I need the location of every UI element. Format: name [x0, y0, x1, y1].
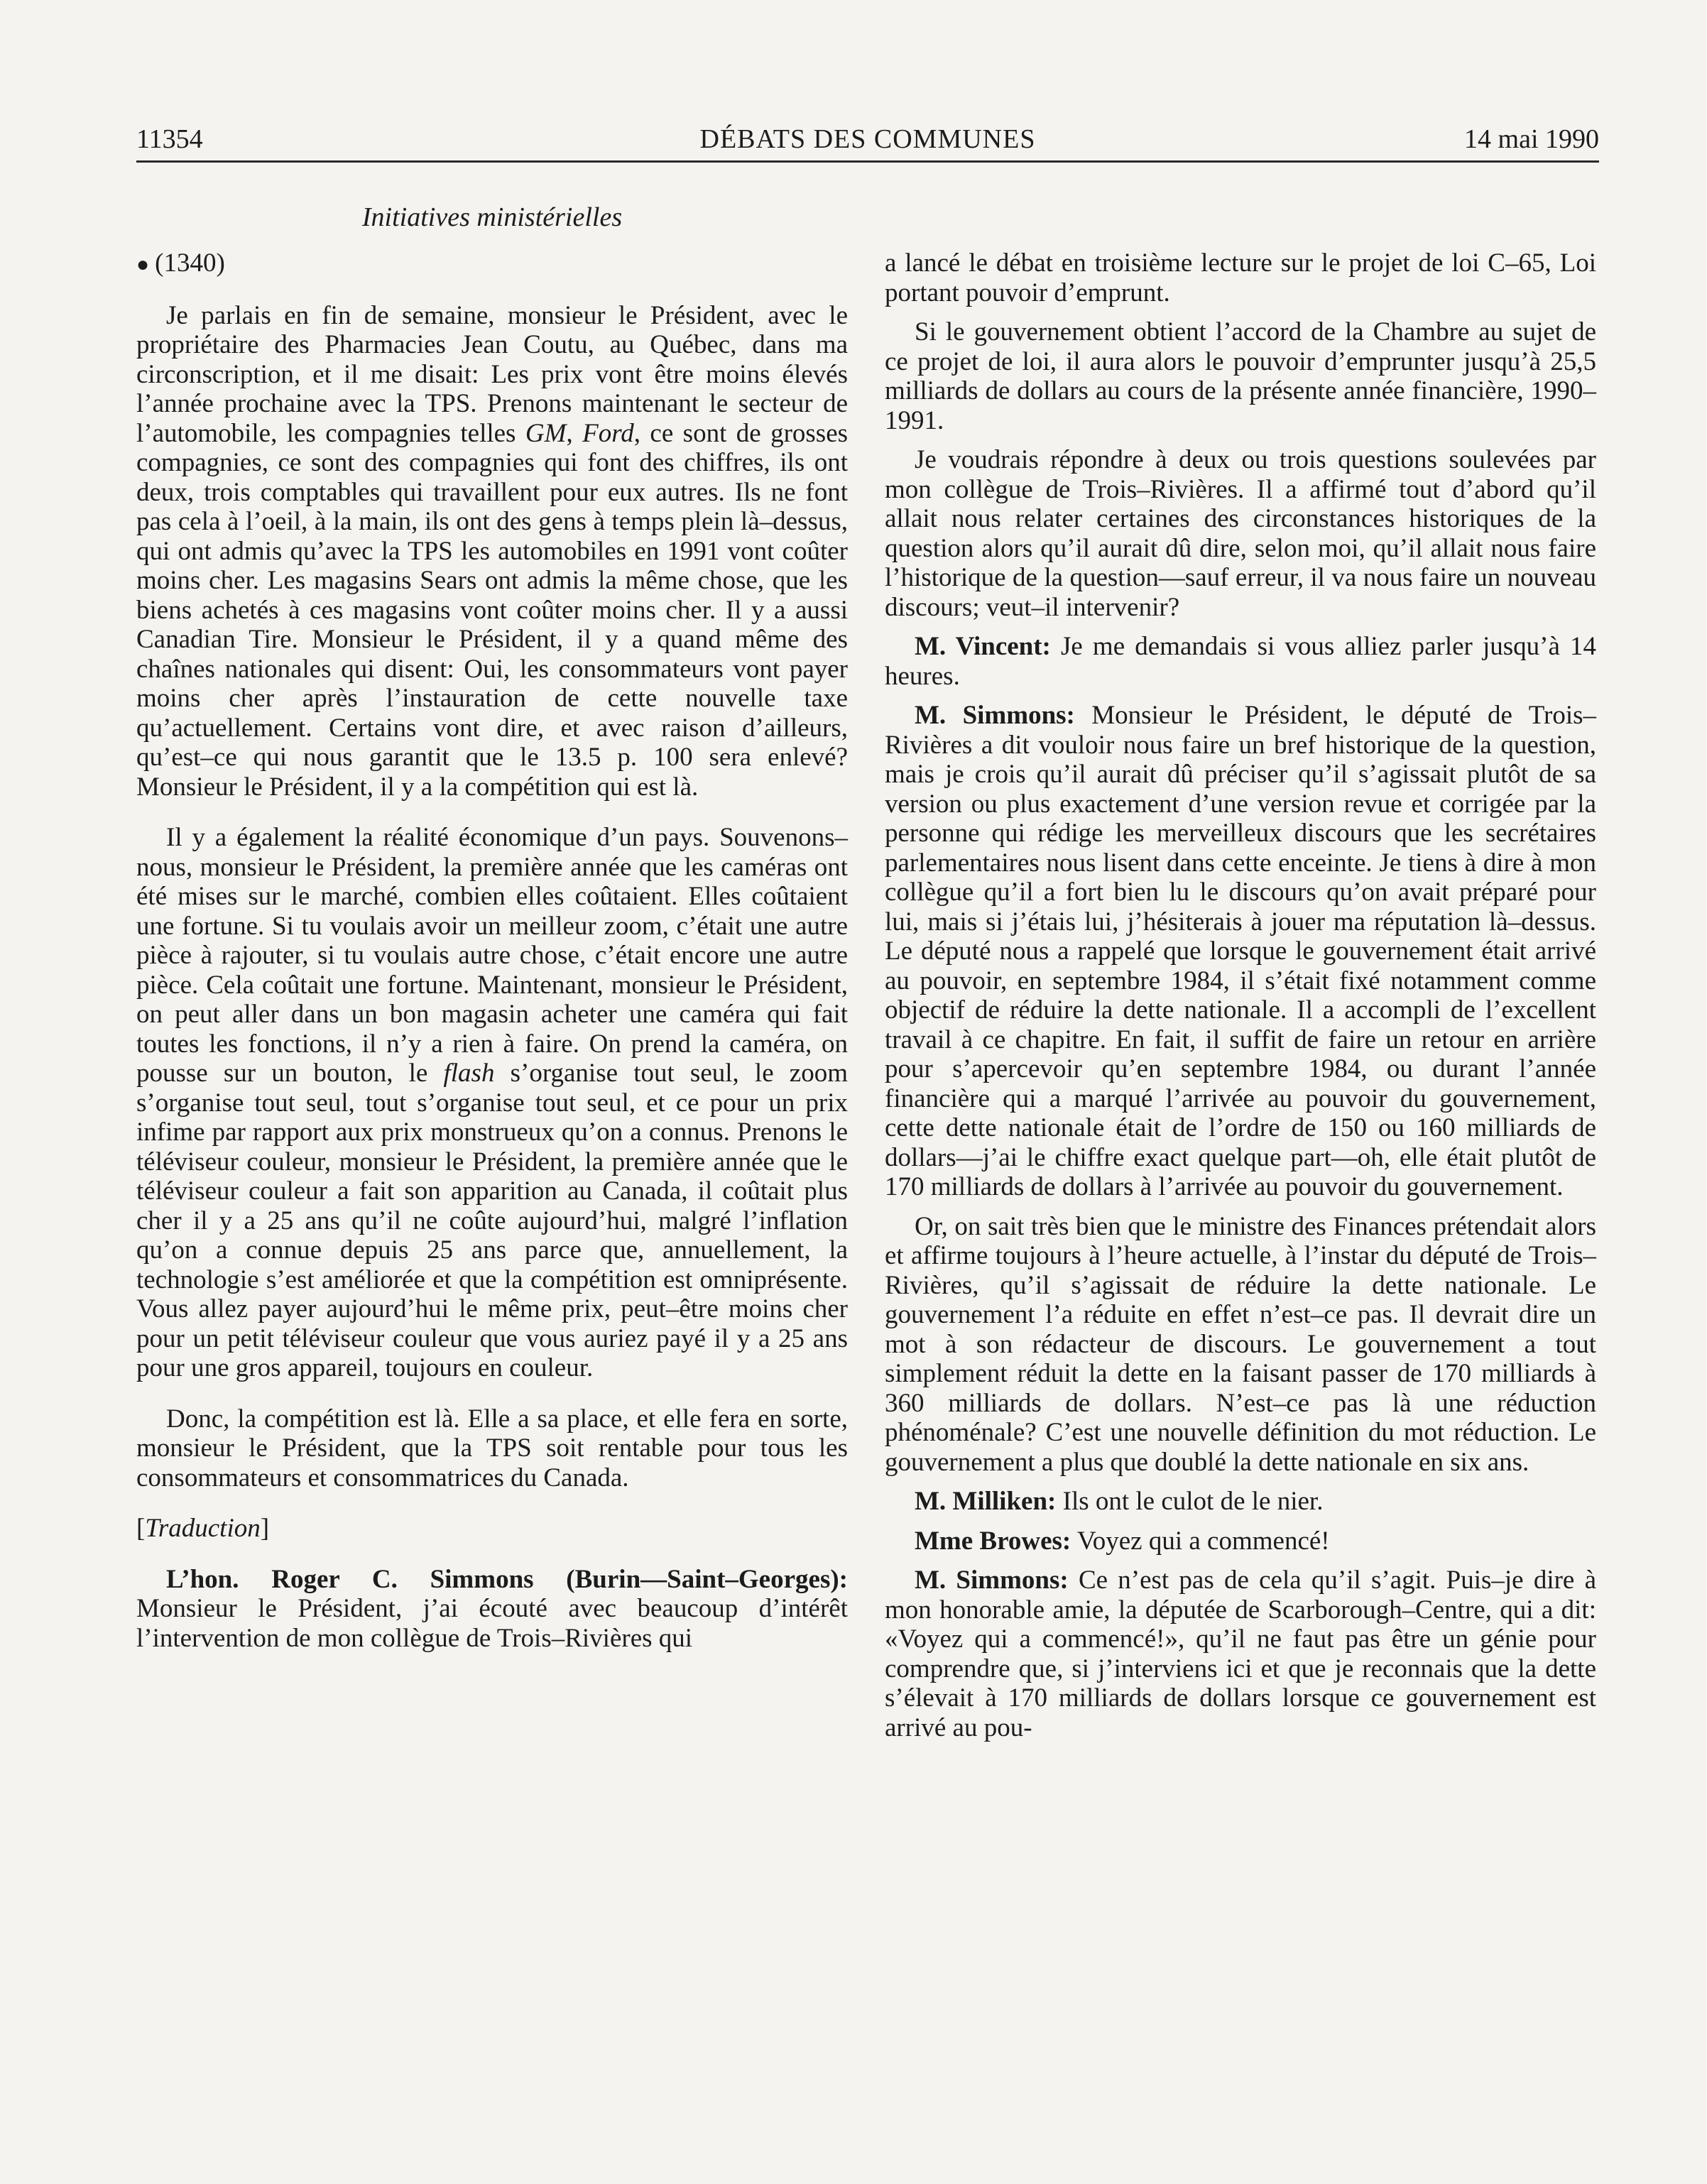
speech: [885, 632, 1596, 691]
speech-text: Monsieur le Président, j’ai écouté avec beaucoup d’intérêt l’intervention de mon collègue de Trois–Rivières qui: [136, 1594, 848, 1653]
translation-note: [136, 1514, 848, 1544]
speech-text: Ce n’est pas de cela qu’il s’agit. Puis–je dire à mon honorable amie, la députée de Scarborough–Centre, qui a dit: «Voyez qui a commencé!», qu’il ne faut pas être un génie pour comprendre que, si j’interviens ici et que je reconnais que la dette s’élevait à 170 milliards de dollars lorsque ce gouvernement est arrivé au pou-: [885, 1566, 1596, 1742]
speaker-name: M. Simmons:: [915, 701, 1075, 730]
speech: [136, 1565, 848, 1654]
section-title: Initiatives ministérielles: [361, 202, 623, 232]
left-column: [136, 249, 848, 1653]
right-column: [885, 249, 1596, 1742]
page-number: 11354: [136, 124, 203, 154]
paragraph: [885, 249, 1596, 307]
paragraph-text: Donc, la compétition est là. Elle a sa place, et elle fera en sorte, monsieur le Président, que la TPS soit rentable pour tous les consommateurs et consommatrices du Canada.: [136, 1404, 848, 1492]
page-header: [136, 119, 1599, 159]
paragraph: [885, 1212, 1596, 1478]
paragraph: [136, 1404, 848, 1493]
translation-label: Traduction: [145, 1514, 261, 1543]
speaker-name: M. Vincent:: [915, 632, 1051, 661]
italic-term: flash: [443, 1059, 495, 1088]
speaker-name: M. Milliken:: [915, 1487, 1057, 1516]
header-date: 14 mai 1990: [1464, 124, 1599, 154]
italic-term: Ford: [582, 418, 634, 448]
paragraph-text: , ce sont de grosses compagnies, ce sont des compagnies qui font des chiffres, ils ont deux, trois comptables qui travaillent pour eux autres. Ils ne font pas cela à l’oeil, à la main, ils ont des gens à temps plein là–dessus, qui ont admis qu’avec la TPS les automobiles en 1991 vont coûter moins cher. Les magasins Sears ont admis la même chose, que les biens achetés à ces magasins vont coûter moins cher. Il y a aussi Canadian Tire. Monsieur le Président, il y a quand même des chaînes nationales qui disent: Oui, les consommateurs vont payer moins cher après l’instauration de cette nouvelle taxe qu’actuellement. Certains vont dire, et avec raison d’ailleurs, qu’est–ce qui nous garantit que le 13.5 p. 100 sera enlevé? Monsieur le Président, il y a la compétition qui est là.: [136, 418, 849, 802]
speaker-name: L’hon. Roger C. Simmons (Burin—Saint–Georges):: [166, 1564, 848, 1594]
publication-title: DÉBATS DES COMMUNES: [699, 124, 1036, 154]
bracket: ]: [260, 1514, 270, 1543]
speech-text: Je me demandais si vous alliez parler jusqu’à 14 heures.: [885, 632, 1596, 691]
header-rule: [136, 160, 1599, 163]
bullet-icon: ●: [136, 253, 150, 276]
paragraph: [885, 445, 1596, 622]
italic-term: GM: [525, 418, 567, 448]
speech-text: Ils ont le culot de le nier.: [1062, 1487, 1324, 1516]
speech: [885, 701, 1596, 1202]
paragraph-text: Je voudrais répondre à deux ou trois questions soulevées par mon collègue de Trois–Rivières. Il a affirmé tout d’abord qu’il allait nous relater certaines des circonstances historiques de la question alors qu’il aurait dû dire, selon moi, qu’il allait nous faire l’historique de la question—sauf erreur, il va nous faire un nouveau discours; veut–il intervenir?: [885, 445, 1596, 622]
speaker-name: Mme Browes:: [915, 1526, 1071, 1556]
paragraph: [136, 301, 848, 802]
separator: ,: [566, 418, 583, 448]
paragraph-text: s’organise tout seul, le zoom s’organise tout seul, tout s’organise tout seul, et ce pour un prix infime par rapport aux prix monstrueux qu’on a connus. Prenons le téléviseur couleur, monsieur le Président, la première année que le téléviseur couleur a fait son apparition au Canada, il coûtait plus cher il y a 25 ans qu’il ne coûte aujourd’hui, malgré l’inflation qu’on a connue depuis 25 ans parce que, annuellement, la technologie s’est améliorée et que la compétition est omniprésente. Vous allez payer aujourd’hui le même prix, peut–être moins cher pour un petit téléviseur couleur que vous auriez payé il y a 25 ans pour une gros appareil, toujours en couleur.: [136, 1059, 849, 1382]
paragraph-text: Si le gouvernement obtient l’accord de la Chambre au sujet de ce projet de loi, il aura alors le pouvoir d’emprunter jusqu’à 25,5 milliards de dollars au cours de la présente année financière, 1990–1991.: [885, 317, 1596, 435]
speech: [885, 1527, 1596, 1556]
bracket: [: [136, 1514, 146, 1543]
speech: [885, 1566, 1596, 1742]
paragraph-text: Je parlais en fin de semaine, monsieur le Président, avec le propriétaire des Pharmacies Jean Coutu, au Québec, dans ma circonscription, et il me disait: Les prix vont être moins élevés l’année prochaine avec la TPS. Prenons maintenant le secteur de l’automobile, les compagnies telles: [136, 300, 848, 448]
speech-text: Monsieur le Président, le député de Trois–Rivières a dit vouloir nous faire un bref historique de la question, mais je crois qu’il aurait dû préciser qu’il s’agissait plutôt de sa version ou plus exactement d’une version revue et corrigée par la personne qui rédige les merveilleux discours que les secrétaires parlementaires nous lisent dans cette enceinte. Je tiens à dire à mon collègue qu’il a fort bien lu le discours qu’on avait préparé pour lui, mais si j’étais lui, j’hésiterais à jouer ma réputation là–dessus. Le député nous a rappelé que lorsque le gouvernement était arrivé au pouvoir, en septembre 1984, il s’était fixé notamment comme objectif de réduire la dette nationale. Il a accompli de l’excellent travail à ce chapitre. En fait, il suffit de faire un retour en arrière pour s’apercevoir qu’en septembre 1984, ou durant l’année financière qui a marqué l’arrivée au pouvoir du gouvernement, cette dette nationale était de l’ordre de 150 ou 160 milliards de dollars—j’ai le chiffre exact quelque part—oh, elle était plutôt de 170 milliards de dollars à l’arrivée au pouvoir du gouvernement.: [885, 701, 1597, 1201]
speaker-name: M. Simmons:: [915, 1566, 1069, 1595]
paragraph: [136, 823, 848, 1383]
timestamp: [136, 249, 848, 280]
paragraph: [885, 317, 1596, 435]
timestamp-text: (1340): [155, 249, 225, 278]
speech-text: Voyez qui a commencé!: [1076, 1526, 1330, 1556]
speech: [885, 1487, 1596, 1517]
paragraph-text: a lancé le débat en troisième lecture sur le projet de loi C–65, Loi portant pouvoir d’emprunt.: [885, 249, 1596, 307]
paragraph-text: Or, on sait très bien que le ministre des Finances prétendait alors et affirme toujours à l’heure actuelle, à l’instar du député de Trois–Rivières, qu’il s’agissait de réduire la dette nationale. Le gouvernement l’a réduite en effet n’est–ce pas. Il devrait dire un mot à son rédacteur de discours. Le gouvernement a tout simplement réduit la dette en la faisant passer de 170 milliards à 360 milliards de dollars. N’est–ce pas là une réduction phénoménale? C’est une nouvelle définition du mot réduction. Le gouvernement a plus que doublé la dette nationale en six ans.: [885, 1211, 1596, 1477]
paragraph-text: Il y a également la réalité économique d’un pays. Souvenons–nous, monsieur le Président, la première année que les caméras ont été mises sur le marché, combien elles coûtaient. Elles coûtaient une fortune. Si tu voulais avoir un meilleur zoom, c’était une autre pièce à rajouter, si tu voulais autre chose, c’était encore une autre pièce. Cela coûtait une fortune. Maintenant, monsieur le Président, on peut aller dans un bon magasin acheter une caméra qui fait toutes les fonctions, il n’y a rien à faire. On prend la caméra, on pousse sur un bouton, le: [136, 823, 848, 1088]
